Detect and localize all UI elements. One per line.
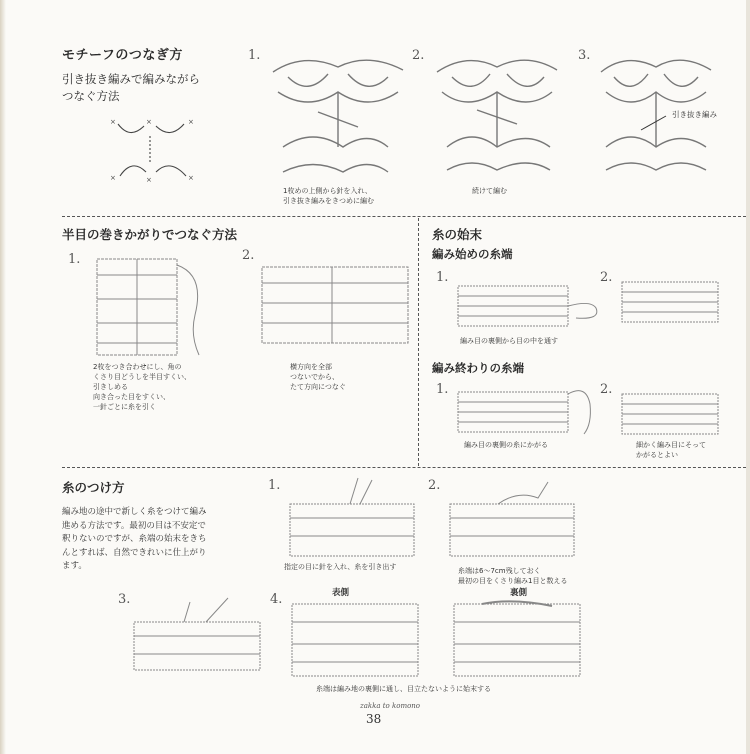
whipstitch-step1-illustration: [95, 255, 205, 360]
step-number: 1.: [68, 252, 81, 267]
step1-caption-line1: 1枚めの上側から針を入れ、: [283, 187, 372, 195]
end-step2-caption-line2: かがるとよい: [636, 451, 678, 459]
svg-text:×: ×: [146, 176, 152, 184]
caption-line: 引きしめる: [93, 383, 128, 391]
joining-step2-caption-line2: 最初の目をくさり編み1目と数える: [458, 577, 568, 585]
step-number: 2.: [242, 248, 255, 263]
callout-slip-stitch: 引き抜き編み: [672, 110, 717, 119]
joining-step2-caption-line1: 糸端は6〜7cm残しておく: [458, 567, 541, 575]
joining-step4-front-illustration: [290, 600, 420, 678]
joining-step2-illustration: [448, 480, 576, 558]
caption-line: 横方向を全部: [290, 363, 332, 371]
joining-step3-illustration: [132, 596, 262, 672]
step-number: 1.: [248, 48, 261, 63]
whipstitch-step2-illustration: [260, 265, 410, 345]
section-divider: [62, 467, 746, 468]
caption-line: 一針ごとに糸を引く: [93, 403, 156, 411]
motif-step1-illustration: [268, 52, 408, 182]
start-tail-step2-illustration: [620, 280, 720, 324]
heading-end-tail: 編み終わりの糸端: [432, 361, 524, 375]
label-front-side: 表側: [332, 588, 350, 598]
caption-line: つないでから、: [290, 373, 339, 381]
step-number: 2.: [600, 382, 613, 397]
page-number: 38: [366, 712, 382, 726]
svg-text:×: ×: [188, 118, 194, 126]
step1-caption-line2: 引き抜き編みをきつめに編む: [283, 197, 374, 205]
body-line: ます。: [62, 561, 87, 571]
step-number: 2.: [428, 478, 441, 493]
caption-line: 2枚をつき合わせにし、角の: [93, 363, 182, 371]
end-tail-step1-illustration: [456, 384, 596, 436]
end-tail-step2-illustration: [620, 392, 720, 436]
end-step1-caption: 編み目の裏側の糸にかがる: [464, 441, 548, 449]
motif-step2-illustration: [432, 52, 562, 178]
subtitle-line1: 引き抜き編みで編みながら: [62, 72, 200, 86]
body-line: んとすれば、自然できれいに仕上がり: [62, 547, 207, 558]
body-line: 編み地の途中で新しく糸をつけて編み: [62, 507, 207, 517]
section-title-joining-yarn: 糸のつけ方: [62, 480, 125, 495]
svg-text:×: ×: [146, 118, 152, 126]
step-number: 1.: [268, 478, 281, 493]
joining-chart-diagram: [108, 110, 204, 190]
step2-caption: 続けて編む: [472, 187, 507, 195]
subtitle-line2: つなぐ方法: [62, 89, 120, 103]
column-divider: [418, 218, 419, 466]
section-title-yarn-finishing: 糸の始末: [432, 227, 483, 242]
start-step1-caption: 編み目の裏側から目の中を通す: [460, 337, 558, 345]
section-title-whipstitch: 半目の巻きかがりでつなぐ方法: [62, 227, 238, 242]
section4-body: [62, 506, 207, 574]
step-number: 3.: [578, 48, 591, 63]
caption-line: くさり目どうしを半目すくい、: [93, 373, 191, 381]
step-number: 4.: [270, 592, 283, 607]
heading-start-tail: 編み始めの糸端: [432, 247, 513, 261]
body-line: 釈りないのですが、糸端の始末をきち: [62, 534, 207, 544]
page-binding-edge: [0, 0, 6, 754]
step-number: 1.: [436, 382, 449, 397]
section-divider: [62, 216, 746, 217]
whipstitch-step1-caption: [93, 362, 191, 412]
page-right-edge: [746, 0, 750, 754]
joining-step4-back-illustration: [452, 600, 582, 678]
caption-line: 向き合った目をすくい、: [93, 393, 170, 401]
svg-text:×: ×: [188, 174, 194, 182]
label-back-side: 裏側: [510, 588, 528, 598]
caption-line: たて方向につなぐ: [290, 383, 346, 391]
start-tail-step1-illustration: [456, 280, 604, 335]
svg-text:×: ×: [110, 118, 116, 126]
joining-step1-illustration: [288, 474, 416, 558]
body-line: 進める方法です。最初の目は不安定で: [62, 520, 206, 531]
end-step2-caption-line1: 細かく編み目にそって: [636, 441, 706, 449]
step-number: 1.: [436, 270, 449, 285]
step-number: 2.: [600, 270, 613, 285]
svg-text:×: ×: [110, 174, 116, 182]
step-number: 2.: [412, 48, 425, 63]
step-number: 3.: [118, 592, 131, 607]
footer-brand-script: zakka to komono: [360, 702, 421, 710]
joining-step1-caption: 指定の目に針を入れ、糸を引き出す: [284, 563, 397, 571]
section-title-motif-joining: モチーフのつなぎ方: [62, 48, 183, 63]
joining-bottom-caption: 糸端は編み地の裏側に通し、目立たないように始末する: [316, 685, 491, 693]
whipstitch-step2-caption: [290, 362, 346, 392]
